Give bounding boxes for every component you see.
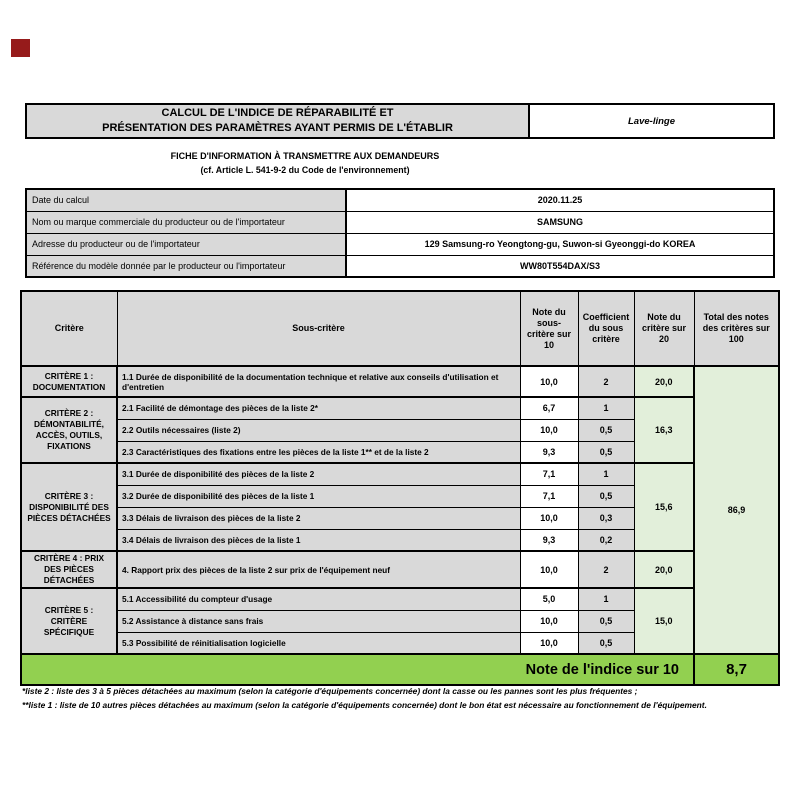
score10-cell: 6,7 [520,397,578,419]
score10-cell: 10,0 [520,366,578,397]
coef-cell: 2 [578,366,634,397]
footnote-2: **liste 1 : liste de 10 autres pièces détachées au maximum (selon la catégorie d'équipements concernée) dont le bon état est nécessaire au fonctionnement de l'équipement. [22,700,707,710]
score10-cell: 7,1 [520,463,578,485]
subheader-line-1: FICHE D'INFORMATION À TRANSMETTRE AUX DEMANDEURS [170,151,440,161]
info-label: Nom ou marque commerciale du producteur ou de l'importateur [26,211,346,233]
criterion-cell: CRITÈRE 4 : PRIX DES PIÈCES DÉTACHÉES [21,551,117,588]
criterion-cell: CRITÈRE 5 : CRITÈRE SPÉCIFIQUE [21,588,117,654]
footnote-1: *liste 2 : liste des 3 à 5 pièces détachées au maximum (selon la catégorie d'équipements concernée) dont la casse ou les pannes sont les plus fréquentes ; [22,686,638,696]
info-label: Référence du modèle donnée par le producteur ou l'importateur [26,255,346,277]
index-score-label: Note de l'indice sur 10 [21,654,694,685]
info-row-date [26,189,774,211]
subcriterion-cell: 2.1 Facilité de démontage des pièces de la liste 2* [117,397,520,419]
criterion-cell: CRITÈRE 1 : DOCUMENTATION [21,366,117,397]
coef-cell: 1 [578,463,634,485]
header-note20: Note du critère sur 20 [634,291,694,366]
header-total: Total des notes des critères sur 100 [694,291,779,366]
header-coef: Coefficient du sous critère [578,291,634,366]
score10-cell: 9,3 [520,529,578,551]
score20-cell: 15,0 [634,588,694,654]
coef-cell: 0,5 [578,610,634,632]
subcriterion-cell: 4. Rapport prix des pièces de la liste 2 sur prix de l'équipement neuf [117,551,520,588]
score20-cell: 20,0 [634,551,694,588]
score10-cell: 10,0 [520,419,578,441]
subheader-line-2: (cf. Article L. 541-9-2 du Code de l'environnement) [200,165,410,175]
score10-cell: 9,3 [520,441,578,463]
score10-cell: 7,1 [520,485,578,507]
score20-cell: 15,6 [634,463,694,551]
criterion-cell: CRITÈRE 2 : DÉMONTABILITÉ, ACCÈS, OUTILS, FIXATIONS [21,397,117,463]
info-value: SAMSUNG [346,211,774,233]
coef-cell: 1 [578,397,634,419]
header-note10: Note du sous-critère sur 10 [520,291,578,366]
subcriterion-cell: 3.2 Durée de disponibilité des pièces de la liste 1 [117,485,520,507]
criterion-cell: CRITÈRE 3 : DISPONIBILITÉ DES PIÈCES DÉTACHÉES [21,463,117,551]
score10-cell: 10,0 [520,610,578,632]
coef-cell: 0,5 [578,485,634,507]
coef-cell: 0,2 [578,529,634,551]
info-value: WW80T554DAX/S3 [346,255,774,277]
info-value: 2020.11.25 [346,189,774,211]
title-line-1: CALCUL DE L'INDICE DE RÉPARABILITÉ ET [161,107,394,119]
coef-cell: 0,5 [578,632,634,654]
header-critere: Critère [21,291,117,366]
subcriterion-cell: 5.1 Accessibilité du compteur d'usage [117,588,520,610]
total-cell: 86,9 [694,366,779,654]
title-line-2: PRÉSENTATION DES PARAMÈTRES AYANT PERMIS DE L'ÉTABLIR [102,122,453,134]
table-row [21,588,779,610]
table-row [21,463,779,485]
info-row-brand [26,211,774,233]
subcriterion-cell: 1.1 Durée de disponibilité de la documentation technique et relative aux conseils d'utilisation et d'entretien [117,366,520,397]
info-value: 129 Samsung-ro Yeongtong-gu, Suwon-si Gyeonggi-do KOREA [346,233,774,255]
info-label: Adresse du producteur ou de l'importateur [26,233,346,255]
product-type-cell: Lave-linge [530,105,773,137]
score10-cell: 10,0 [520,551,578,588]
info-table [25,188,775,278]
table-row [21,366,779,397]
footnotes [22,684,782,712]
coef-cell: 0,5 [578,419,634,441]
subcriterion-cell: 3.1 Durée de disponibilité des pièces de la liste 2 [117,463,520,485]
table-row [21,397,779,419]
index-score-value: 8,7 [694,654,779,685]
title-banner [25,103,775,139]
score10-cell: 10,0 [520,632,578,654]
header-sous-critere: Sous-critère [117,291,520,366]
subcriterion-cell: 3.4 Délais de livraison des pièces de la liste 1 [117,529,520,551]
subcriterion-cell: 5.3 Possibilité de réinitialisation logicielle [117,632,520,654]
score20-cell: 20,0 [634,366,694,397]
coef-cell: 0,3 [578,507,634,529]
index-score-row [21,654,779,685]
subcriterion-cell: 5.2 Assistance à distance sans frais [117,610,520,632]
score20-cell: 16,3 [634,397,694,463]
subcriterion-cell: 3.3 Délais de livraison des pièces de la liste 2 [117,507,520,529]
coef-cell: 0,5 [578,441,634,463]
score10-cell: 5,0 [520,588,578,610]
info-row-model [26,255,774,277]
subheader [25,149,585,177]
coef-cell: 2 [578,551,634,588]
criteria-table [20,290,780,686]
coef-cell: 1 [578,588,634,610]
red-marker [11,39,30,57]
title-cell [27,105,530,137]
subcriterion-cell: 2.3 Caractéristiques des fixations entre les pièces de la liste 1** et de la liste 2 [117,441,520,463]
table-row [21,551,779,588]
info-label: Date du calcul [26,189,346,211]
subcriterion-cell: 2.2 Outils nécessaires (liste 2) [117,419,520,441]
info-row-address [26,233,774,255]
table-header-row [21,291,779,366]
score10-cell: 10,0 [520,507,578,529]
